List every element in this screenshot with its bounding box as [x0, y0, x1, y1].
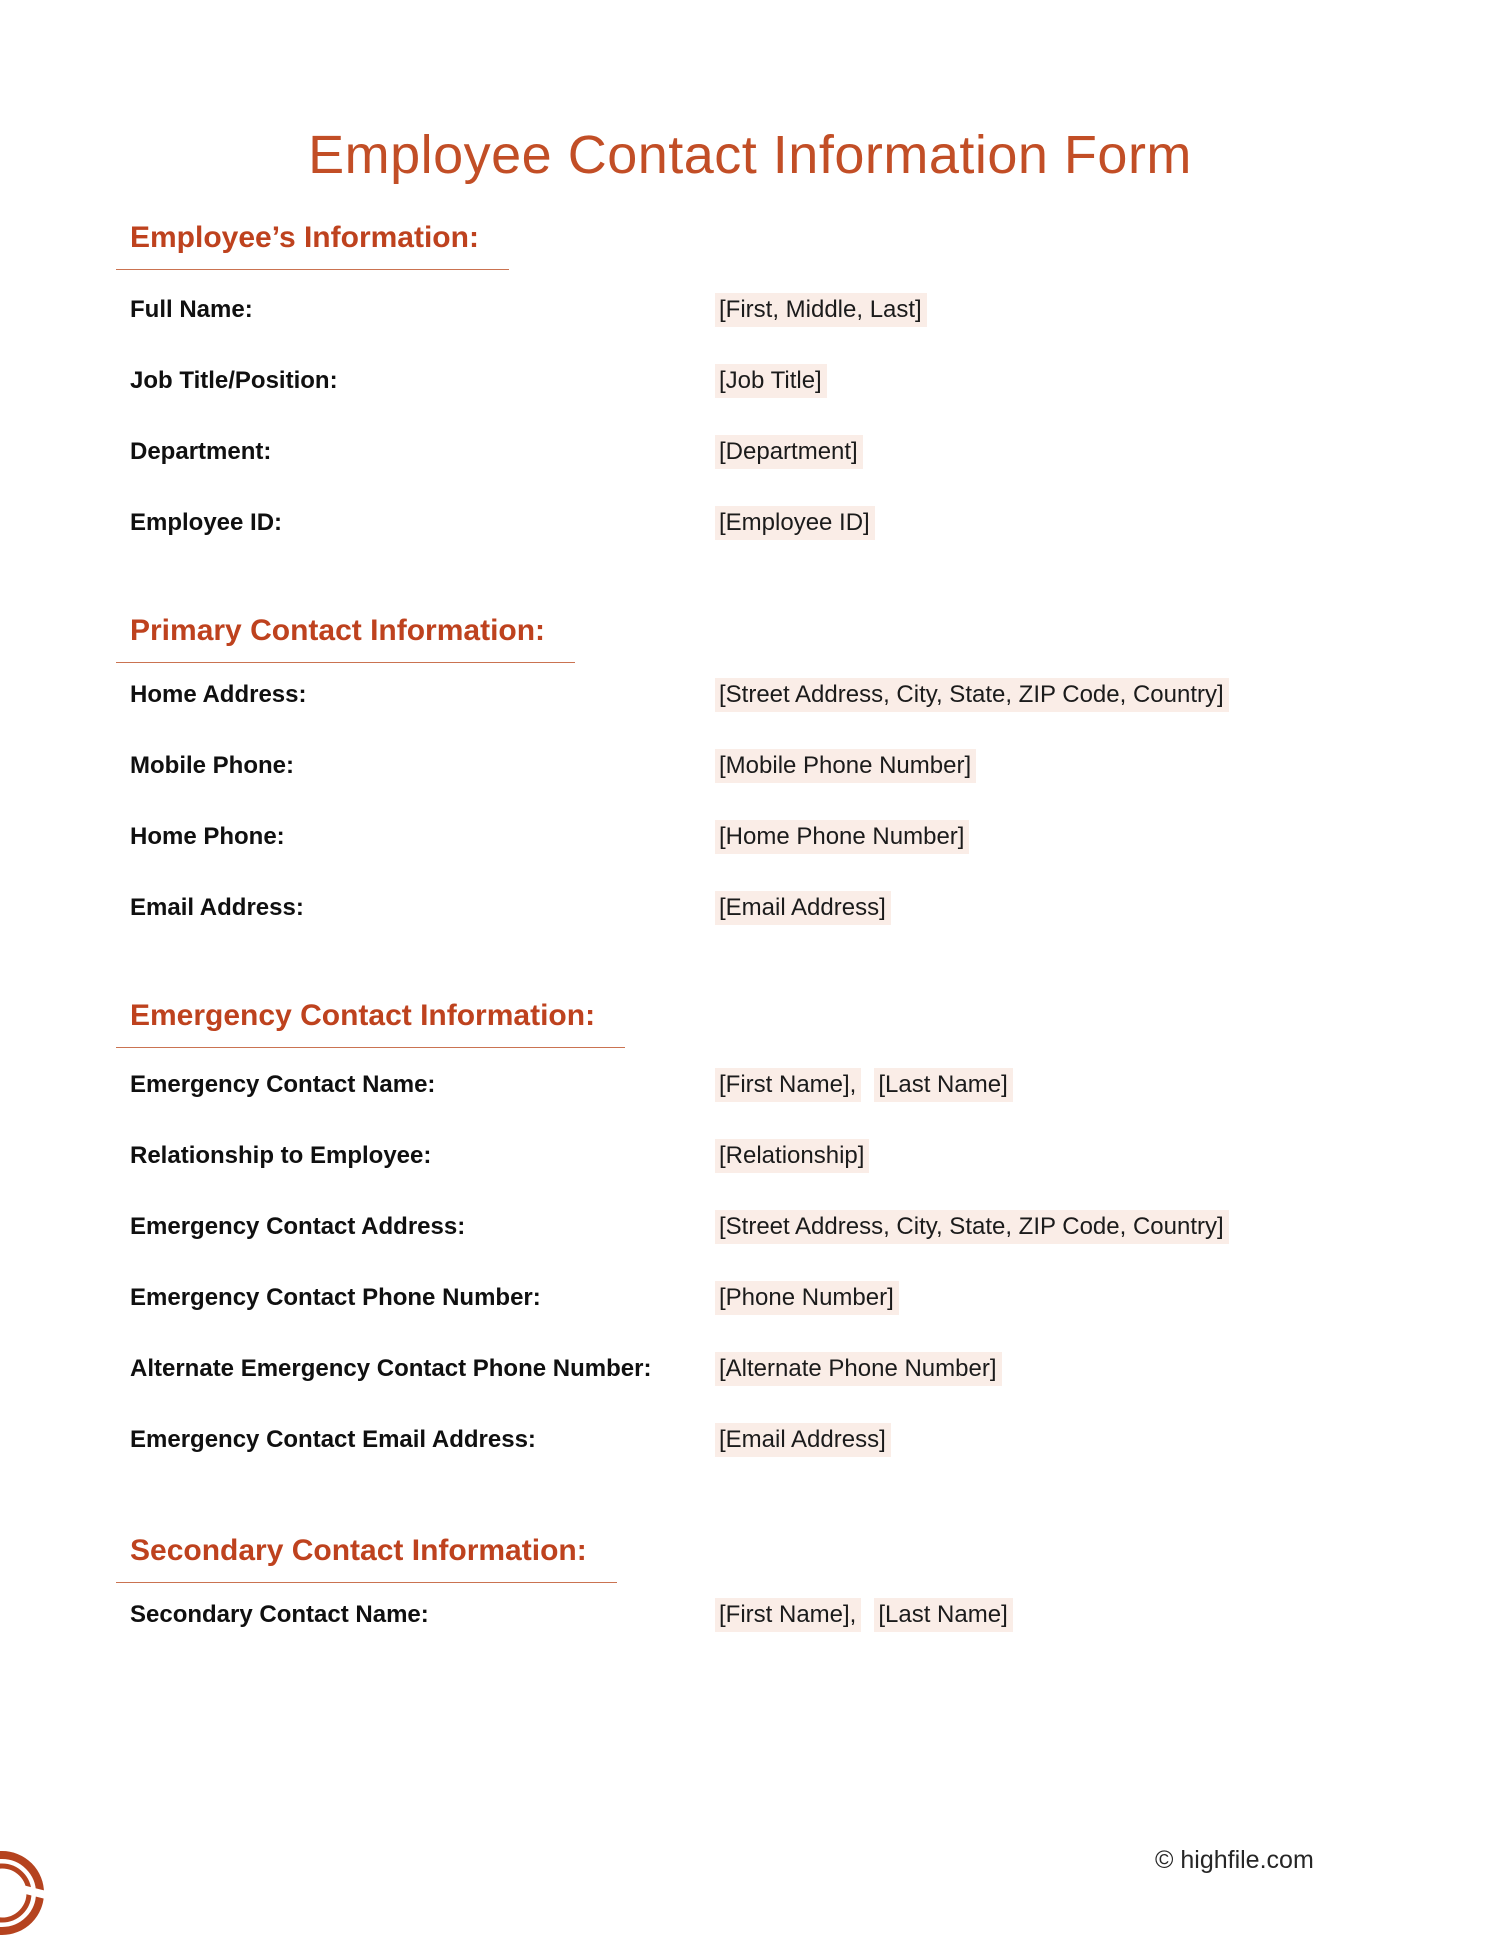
field-value-alternate-emergency-phone [715, 1354, 1002, 1384]
form-row-emergency-contact-address [130, 1212, 1470, 1246]
placeholder-home-phone[interactable]: [Home Phone Number] [715, 820, 969, 854]
field-label-full-name: Full Name: [130, 296, 253, 323]
placeholder-emergency-contact-email[interactable]: [Email Address] [715, 1423, 891, 1457]
field-value-full-name [715, 295, 927, 325]
field-value-home-phone [715, 822, 969, 852]
placeholder-full-name[interactable]: [First, Middle, Last] [715, 293, 927, 327]
section-heading-emergency-contact: Emergency Contact Information: [116, 998, 625, 1048]
field-value-relationship [715, 1141, 869, 1171]
field-value-secondary-contact-name [715, 1600, 1013, 1630]
form-row-emergency-contact-phone [130, 1283, 1470, 1317]
field-label-home-address: Home Address: [130, 681, 307, 708]
field-value-emergency-contact-name [715, 1070, 1013, 1100]
form-row-full-name [130, 295, 1470, 329]
field-label-emergency-contact-phone: Emergency Contact Phone Number: [130, 1284, 541, 1311]
form-row-secondary-contact-name [130, 1600, 1470, 1634]
field-label-secondary-contact-name: Secondary Contact Name: [130, 1601, 429, 1628]
placeholder-secondary-first-name[interactable]: [First Name], [715, 1598, 861, 1632]
page-title: Employee Contact Information Form [308, 125, 1192, 186]
field-label-relationship: Relationship to Employee: [130, 1142, 432, 1169]
form-row-mobile-phone [130, 751, 1470, 785]
form-row-home-phone [130, 822, 1470, 856]
placeholder-employee-id[interactable]: [Employee ID] [715, 506, 875, 540]
form-row-department [130, 437, 1470, 471]
form-row-home-address [130, 680, 1470, 714]
highfile-logo-icon [0, 1846, 50, 1942]
placeholder-emergency-first-name[interactable]: [First Name], [715, 1068, 861, 1102]
placeholder-job-title[interactable]: [Job Title] [715, 364, 827, 398]
field-label-emergency-contact-name: Emergency Contact Name: [130, 1071, 436, 1098]
field-label-job-title: Job Title/Position: [130, 367, 338, 394]
section-employee-information [130, 220, 509, 270]
placeholder-secondary-last-name[interactable]: [Last Name] [874, 1598, 1012, 1632]
field-label-emergency-contact-address: Emergency Contact Address: [130, 1213, 466, 1240]
field-label-emergency-contact-email: Emergency Contact Email Address: [130, 1426, 536, 1453]
field-value-job-title [715, 366, 827, 396]
form-row-email-address [130, 893, 1470, 927]
form-row-alternate-emergency-phone [130, 1354, 1470, 1388]
form-row-employee-id [130, 508, 1470, 542]
placeholder-department[interactable]: [Department] [715, 435, 863, 469]
field-label-alternate-emergency-phone: Alternate Emergency Contact Phone Number: [130, 1355, 652, 1382]
form-row-job-title [130, 366, 1470, 400]
field-label-employee-id: Employee ID: [130, 509, 283, 536]
field-value-mobile-phone [715, 751, 976, 781]
placeholder-email-address[interactable]: [Email Address] [715, 891, 891, 925]
placeholder-mobile-phone[interactable]: [Mobile Phone Number] [715, 749, 976, 783]
section-primary-contact [130, 613, 575, 663]
section-secondary-contact [130, 1533, 617, 1583]
field-value-employee-id [715, 508, 875, 538]
placeholder-relationship[interactable]: [Relationship] [715, 1139, 869, 1173]
field-value-emergency-contact-address [715, 1212, 1229, 1242]
placeholder-emergency-contact-address[interactable]: [Street Address, City, State, ZIP Code, Country] [715, 1210, 1229, 1244]
field-label-mobile-phone: Mobile Phone: [130, 752, 294, 779]
form-row-emergency-contact-email [130, 1425, 1470, 1459]
field-value-emergency-contact-phone [715, 1283, 899, 1313]
form-row-emergency-contact-name [130, 1070, 1470, 1104]
field-value-department [715, 437, 863, 467]
form-row-relationship [130, 1141, 1470, 1175]
section-heading-employee-information: Employee’s Information: [116, 220, 509, 270]
field-label-email-address: Email Address: [130, 894, 304, 921]
field-value-emergency-contact-email [715, 1425, 891, 1455]
placeholder-alternate-emergency-phone[interactable]: [Alternate Phone Number] [715, 1352, 1002, 1386]
field-label-home-phone: Home Phone: [130, 823, 285, 850]
placeholder-emergency-contact-phone[interactable]: [Phone Number] [715, 1281, 899, 1315]
field-value-home-address [715, 680, 1229, 710]
copyright-credit: © highfile.com [1155, 1846, 1314, 1874]
placeholder-home-address[interactable]: [Street Address, City, State, ZIP Code, Country] [715, 678, 1229, 712]
field-label-department: Department: [130, 438, 272, 465]
section-heading-primary-contact: Primary Contact Information: [116, 613, 575, 663]
section-heading-secondary-contact: Secondary Contact Information: [116, 1533, 617, 1583]
placeholder-emergency-last-name[interactable]: [Last Name] [874, 1068, 1012, 1102]
section-emergency-contact [130, 998, 625, 1048]
field-value-email-address [715, 893, 891, 923]
